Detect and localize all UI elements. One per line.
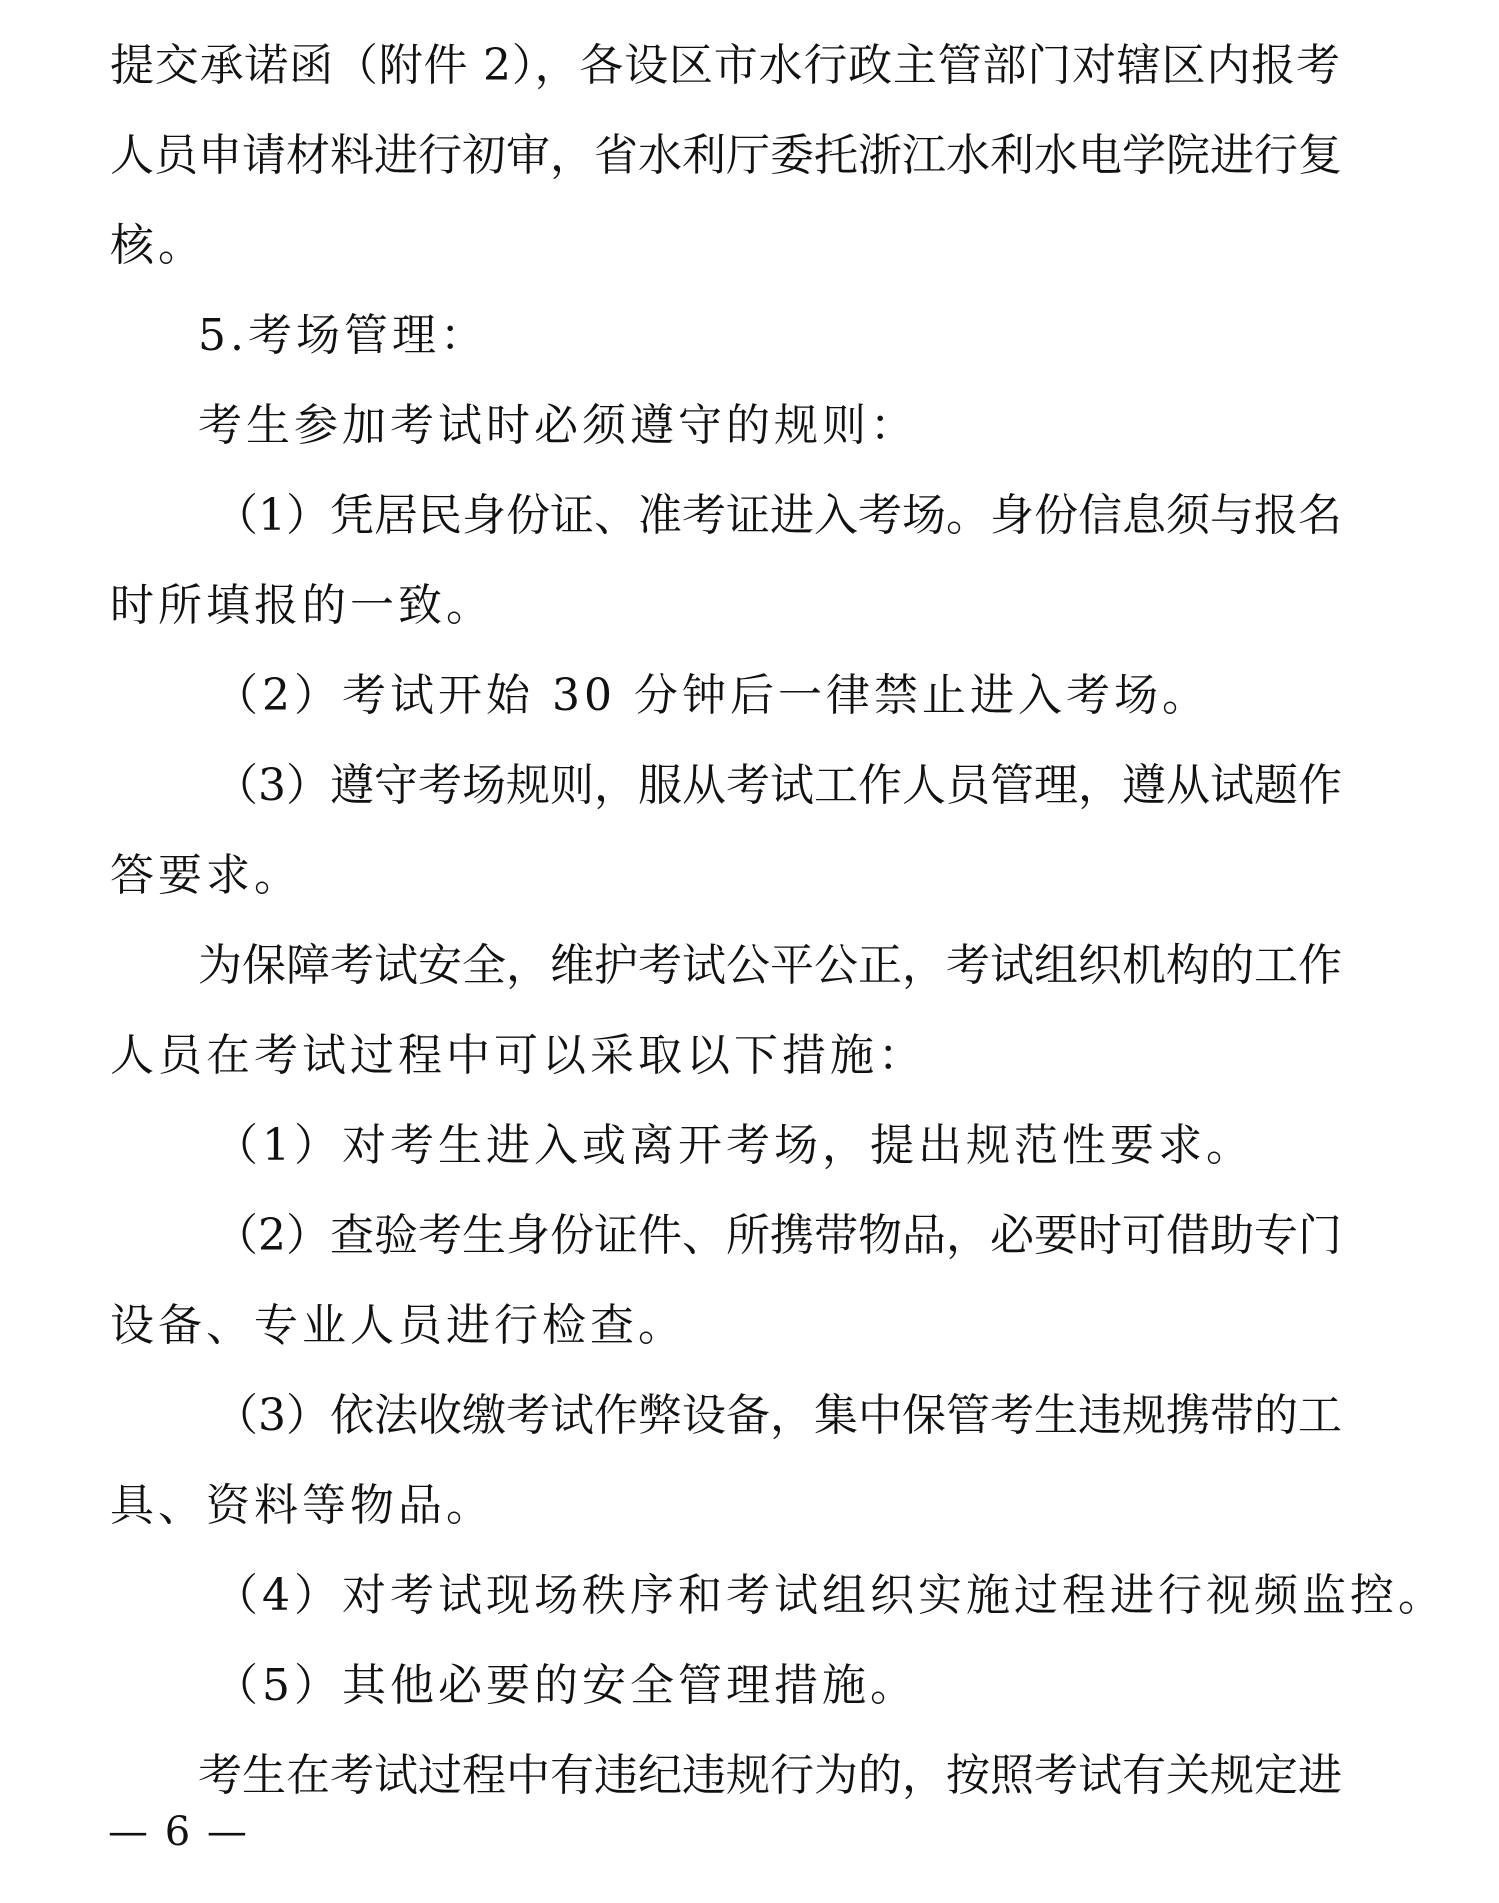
paragraph-line: 提交承诺函（附件 2），各设区市水行政主管部门对辖区内报考 — [110, 40, 1340, 91]
paragraph-line: 核。 — [110, 220, 206, 271]
list-item-line: 设备、专业人员进行检查。 — [110, 1300, 686, 1351]
list-item-line: 具、资料等物品。 — [110, 1480, 494, 1531]
list-item-line: （5）其他必要的安全管理措施。 — [214, 1660, 918, 1711]
list-item-line: （1）凭居民身份证、准考证进入考场。身份信息须与报名 — [214, 490, 1342, 541]
paragraph-line: 人员申请材料进行初审，省水利厅委托浙江水利水电学院进行复 — [110, 130, 1342, 181]
list-item-line: 时所填报的一致。 — [110, 580, 494, 631]
page-number: — 6 — — [108, 1809, 249, 1855]
paragraph-line: 考生参加考试时必须遵守的规则： — [198, 400, 918, 451]
section-heading: 5.考场管理： — [198, 310, 488, 361]
list-item-line: 答要求。 — [110, 850, 302, 901]
paragraph-line: 为保障考试安全，维护考试公平公正，考试组织机构的工作 — [198, 940, 1342, 991]
list-item-line: （4）对考试现场秩序和考试组织实施过程进行视频监控。 — [214, 1570, 1446, 1621]
list-item-line: （3）遵守考场规则，服从考试工作人员管理，遵从试题作 — [214, 760, 1342, 811]
list-item-line: （2）考试开始 30 分钟后一律禁止进入考场。 — [214, 670, 1210, 721]
paragraph-line: 人员在考试过程中可以采取以下措施： — [110, 1030, 926, 1081]
paragraph-line: 考生在考试过程中有违纪违规行为的，按照考试有关规定进 — [198, 1750, 1342, 1801]
list-item-line: （1）对考生进入或离开考场，提出规范性要求。 — [214, 1120, 1254, 1171]
list-item-line: （3）依法收缴考试作弊设备，集中保管考生违规携带的工 — [214, 1390, 1342, 1441]
list-item-line: （2）查验考生身份证件、所携带物品，必要时可借助专门 — [214, 1210, 1342, 1261]
